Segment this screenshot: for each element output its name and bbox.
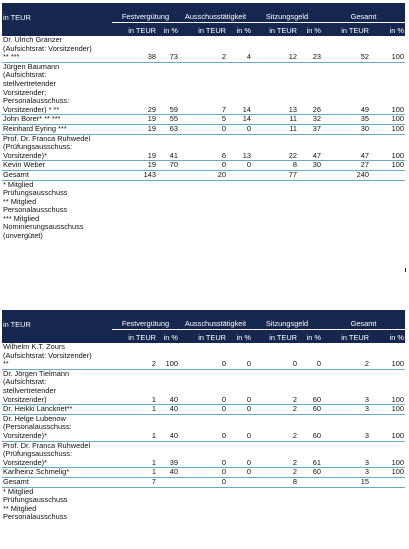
total-label: Gesamt <box>2 477 112 487</box>
header-unit-label: in TEUR <box>2 3 112 23</box>
member-name-cell: Prof. Dr. Franca Ruhwedel (Prüfungsausschuss: Vorsitzende)* <box>2 441 112 468</box>
subheader-total-pct: in % <box>370 23 405 37</box>
subheader-empty <box>2 330 112 344</box>
value-cell-total-pct: 100 <box>370 468 405 478</box>
value-cell-total-pct: 100 <box>370 414 405 441</box>
total-cell-meeting-pct <box>298 170 322 180</box>
value-cell-committee-teur: 6 <box>179 134 227 161</box>
value-cell-meeting-teur: 2 <box>252 414 298 441</box>
total-cell-committee-teur: 0 <box>179 477 227 487</box>
table-subheader-row <box>2 330 405 344</box>
value-cell-total-pct: 100 <box>370 124 405 134</box>
value-cell-total-teur: 35 <box>322 115 370 125</box>
subheader-fixed-teur: in TEUR <box>112 330 157 344</box>
value-cell-fixed-pct: 40 <box>157 414 179 441</box>
value-cell-total-teur: 52 <box>322 36 370 62</box>
subheader-total-teur: in TEUR <box>322 23 370 37</box>
value-cell-meeting-pct: 61 <box>298 441 322 468</box>
value-cell-meeting-pct: 32 <box>298 115 322 125</box>
value-cell-total-teur: 3 <box>322 369 370 404</box>
total-cell-meeting-pct <box>298 477 322 487</box>
header-group-meeting-fee: Sitzungsgeld <box>252 310 322 330</box>
subheader-meeting-pct: in % <box>298 330 322 344</box>
total-row <box>2 170 405 180</box>
remuneration-table-2 <box>2 310 405 522</box>
value-cell-meeting-pct: 26 <box>298 62 322 115</box>
value-cell-meeting-teur: 8 <box>252 161 298 171</box>
value-cell-meeting-teur: 0 <box>252 343 298 369</box>
value-cell-committee-pct: 0 <box>227 468 252 478</box>
total-cell-fixed-teur: 7 <box>112 477 157 487</box>
total-cell-fixed-pct <box>157 170 179 180</box>
header-group-fixed-pay: Festvergütung <box>112 3 179 23</box>
subheader-empty <box>2 23 112 37</box>
value-cell-total-pct: 100 <box>370 115 405 125</box>
value-cell-total-teur: 3 <box>322 405 370 415</box>
value-cell-meeting-pct: 60 <box>298 369 322 404</box>
value-cell-fixed-pct: 41 <box>157 134 179 161</box>
total-cell-total-teur: 240 <box>322 170 370 180</box>
member-name-cell: Kevin Weber <box>2 161 112 171</box>
table-row <box>2 414 405 441</box>
total-label: Gesamt <box>2 170 112 180</box>
value-cell-total-pct: 100 <box>370 405 405 415</box>
footnote-row <box>2 180 405 241</box>
member-name-cell: Reinhard Eyring *** <box>2 124 112 134</box>
subheader-fixed-teur: in TEUR <box>112 23 157 37</box>
value-cell-committee-pct: 0 <box>227 124 252 134</box>
subheader-fixed-pct: in % <box>157 23 179 37</box>
value-cell-committee-pct: 14 <box>227 115 252 125</box>
subheader-meeting-pct: in % <box>298 23 322 37</box>
value-cell-total-pct: 100 <box>370 441 405 468</box>
value-cell-total-teur: 2 <box>322 343 370 369</box>
remuneration-table-1 <box>2 3 405 241</box>
header-group-fixed-pay: Festvergütung <box>112 310 179 330</box>
value-cell-meeting-teur: 2 <box>252 441 298 468</box>
value-cell-committee-pct: 4 <box>227 36 252 62</box>
value-cell-meeting-pct: 60 <box>298 468 322 478</box>
value-cell-total-pct: 100 <box>370 62 405 115</box>
value-cell-meeting-pct: 23 <box>298 36 322 62</box>
subheader-committee-teur: in TEUR <box>179 23 227 37</box>
value-cell-fixed-teur: 19 <box>112 115 157 125</box>
value-cell-meeting-pct: 0 <box>298 343 322 369</box>
total-cell-total-pct <box>370 170 405 180</box>
subheader-committee-pct: in % <box>227 23 252 37</box>
value-cell-meeting-teur: 2 <box>252 468 298 478</box>
value-cell-committee-teur: 0 <box>179 441 227 468</box>
value-cell-fixed-teur: 19 <box>112 134 157 161</box>
subheader-total-teur: in TEUR <box>322 330 370 344</box>
value-cell-fixed-teur: 1 <box>112 468 157 478</box>
value-cell-fixed-teur: 1 <box>112 441 157 468</box>
value-cell-fixed-teur: 1 <box>112 369 157 404</box>
value-cell-total-teur: 27 <box>322 161 370 171</box>
value-cell-fixed-teur: 29 <box>112 62 157 115</box>
table-row <box>2 161 405 171</box>
table-row <box>2 62 405 115</box>
table-row <box>2 369 405 404</box>
value-cell-committee-pct: 0 <box>227 405 252 415</box>
value-cell-committee-pct: 0 <box>227 414 252 441</box>
value-cell-fixed-pct: 40 <box>157 405 179 415</box>
value-cell-fixed-pct: 55 <box>157 115 179 125</box>
total-cell-committee-pct <box>227 477 252 487</box>
subheader-fixed-pct: in % <box>157 330 179 344</box>
value-cell-total-teur: 3 <box>322 468 370 478</box>
value-cell-meeting-teur: 11 <box>252 124 298 134</box>
value-cell-committee-teur: 0 <box>179 468 227 478</box>
value-cell-committee-teur: 0 <box>179 405 227 415</box>
value-cell-meeting-teur: 13 <box>252 62 298 115</box>
value-cell-fixed-teur: 38 <box>112 36 157 62</box>
value-cell-committee-teur: 0 <box>179 124 227 134</box>
footnotes: * Mitglied Prüfungsausschuss ** Mitglied Personalausschuss <box>3 486 68 522</box>
value-cell-meeting-teur: 2 <box>252 405 298 415</box>
total-cell-fixed-teur: 143 <box>112 170 157 180</box>
total-cell-committee-teur: 20 <box>179 170 227 180</box>
value-cell-fixed-pct: 63 <box>157 124 179 134</box>
total-cell-meeting-teur: 77 <box>252 170 298 180</box>
footnotes: * Mitglied Prüfungsausschuss ** Mitglied Personalausschuss *** Mitglied Nominierungsausschuss (unvergütet) <box>3 179 84 241</box>
value-cell-meeting-teur: 22 <box>252 134 298 161</box>
value-cell-fixed-pct: 73 <box>157 36 179 62</box>
total-cell-meeting-teur: 8 <box>252 477 298 487</box>
value-cell-committee-teur: 7 <box>179 62 227 115</box>
subheader-total-pct: in % <box>370 330 405 344</box>
value-cell-meeting-pct: 30 <box>298 161 322 171</box>
table-row <box>2 441 405 468</box>
value-cell-total-teur: 49 <box>322 62 370 115</box>
value-cell-committee-teur: 0 <box>179 414 227 441</box>
table-row <box>2 115 405 125</box>
total-cell-fixed-pct <box>157 477 179 487</box>
total-row <box>2 477 405 487</box>
value-cell-fixed-teur: 2 <box>112 343 157 369</box>
table-row <box>2 468 405 478</box>
table-row <box>2 36 405 62</box>
value-cell-fixed-pct: 40 <box>157 369 179 404</box>
value-cell-committee-teur: 0 <box>179 369 227 404</box>
total-cell-total-pct <box>370 477 405 487</box>
value-cell-fixed-pct: 40 <box>157 468 179 478</box>
subheader-committee-teur: in TEUR <box>179 330 227 344</box>
table-header-row <box>2 310 405 330</box>
header-group-total: Gesamt <box>322 310 405 330</box>
table-row <box>2 343 405 369</box>
value-cell-committee-teur: 0 <box>179 161 227 171</box>
table-subheader-row <box>2 23 405 37</box>
value-cell-total-teur: 3 <box>322 414 370 441</box>
value-cell-committee-pct: 0 <box>227 343 252 369</box>
member-name-cell: Dr. Jörgen Tielmann (Aufsichtsrat: stellvertretender Vorsitzender) <box>2 369 112 404</box>
member-name-cell: Dr. Heikki Lanckriet** <box>2 405 112 415</box>
value-cell-committee-pct: 0 <box>227 369 252 404</box>
value-cell-fixed-teur: 1 <box>112 414 157 441</box>
member-name-cell: John Borer* ** *** <box>2 115 112 125</box>
header-group-committee-work: Ausschusstätigkeit <box>179 310 252 330</box>
value-cell-committee-pct: 0 <box>227 161 252 171</box>
table-row <box>2 124 405 134</box>
value-cell-fixed-pct: 70 <box>157 161 179 171</box>
header-group-meeting-fee: Sitzungsgeld <box>252 3 322 23</box>
value-cell-meeting-pct: 60 <box>298 405 322 415</box>
value-cell-meeting-teur: 11 <box>252 115 298 125</box>
header-group-committee-work: Ausschusstätigkeit <box>179 3 252 23</box>
value-cell-committee-teur: 0 <box>179 343 227 369</box>
value-cell-committee-pct: 13 <box>227 134 252 161</box>
table-row <box>2 134 405 161</box>
value-cell-committee-pct: 0 <box>227 441 252 468</box>
footnote-row <box>2 487 405 522</box>
member-name-cell: Dr. Ulrich Granzer (Aufsichtsrat: Vorsitzender) ** *** <box>2 36 112 62</box>
scroll-edge-mark <box>405 268 406 272</box>
value-cell-total-teur: 47 <box>322 134 370 161</box>
member-name-cell: Dr. Helge Lubenow (Personalausschuss: Vorsitzende)* <box>2 414 112 441</box>
value-cell-total-pct: 100 <box>370 343 405 369</box>
value-cell-meeting-teur: 2 <box>252 369 298 404</box>
subheader-meeting-teur: in TEUR <box>252 330 298 344</box>
value-cell-total-teur: 30 <box>322 124 370 134</box>
value-cell-committee-teur: 5 <box>179 115 227 125</box>
header-group-total: Gesamt <box>322 3 405 23</box>
member-name-cell: Karlheinz Schmelig* <box>2 468 112 478</box>
value-cell-fixed-pct: 59 <box>157 62 179 115</box>
value-cell-total-pct: 100 <box>370 36 405 62</box>
value-cell-total-pct: 100 <box>370 134 405 161</box>
subheader-meeting-teur: in TEUR <box>252 23 298 37</box>
header-unit-label: in TEUR <box>2 310 112 330</box>
member-name-cell: Prof. Dr. Franca Ruhwedel (Prüfungsausschuss: Vorsitzende)* <box>2 134 112 161</box>
table-header-row <box>2 3 405 23</box>
value-cell-total-teur: 3 <box>322 441 370 468</box>
value-cell-meeting-teur: 12 <box>252 36 298 62</box>
value-cell-fixed-pct: 39 <box>157 441 179 468</box>
value-cell-meeting-pct: 60 <box>298 414 322 441</box>
value-cell-fixed-teur: 19 <box>112 161 157 171</box>
subheader-committee-pct: in % <box>227 330 252 344</box>
value-cell-total-pct: 100 <box>370 161 405 171</box>
value-cell-meeting-pct: 37 <box>298 124 322 134</box>
table-row <box>2 405 405 415</box>
value-cell-fixed-teur: 19 <box>112 124 157 134</box>
value-cell-fixed-pct: 100 <box>157 343 179 369</box>
member-name-cell: Wilhelm K.T. Zours (Aufsichtsrat: Vorsitzender) ** <box>2 343 112 369</box>
total-cell-committee-pct <box>227 170 252 180</box>
value-cell-meeting-pct: 47 <box>298 134 322 161</box>
value-cell-fixed-teur: 1 <box>112 405 157 415</box>
value-cell-total-pct: 100 <box>370 369 405 404</box>
value-cell-committee-pct: 14 <box>227 62 252 115</box>
value-cell-committee-teur: 2 <box>179 36 227 62</box>
total-cell-total-teur: 15 <box>322 477 370 487</box>
member-name-cell: Jürgen Baumann (Aufsichtsrat: stellvertretender Vorsitzender; Personalausschuss: Vorsitzender) * ** <box>2 62 112 115</box>
